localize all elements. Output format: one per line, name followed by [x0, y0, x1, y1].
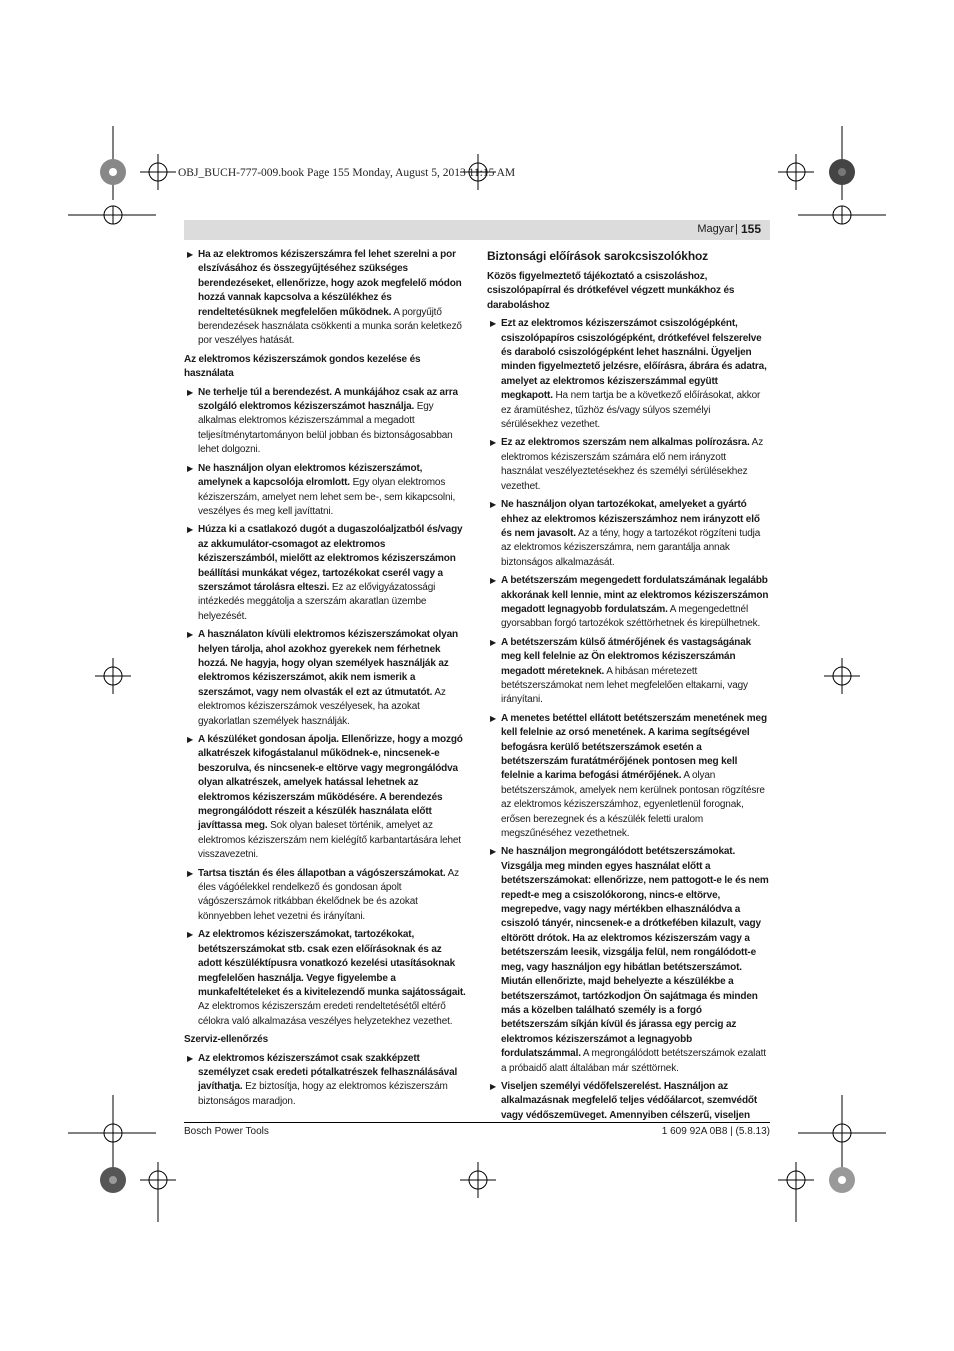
list-item: ▶ A készüléket gondosan ápolja. Ellenőrizze, hogy a mozgó alkatrészek kifogástalanul működnek-e, nincsenek-e beszorulva, és nincsenek-e eltörve vagy megrongálódva olyan alkatrészek, amelyek hatással lehetnek az elektromos kéziszerszám működésére. A berendezés megrongálódott részeit a készülék használata előtt javíttassa meg. Sok olyan baleset történik, amelyet az elektromos kéziszerszám nem kielégítő karbantartására lehet visszavezetni.	[187, 734, 463, 861]
list-item: ▶ Az elektromos kéziszerszámot csak szakképzett személyzet csak eredeti pótalkatrészek felhasználásával javíthatja. Ez biztosítja, hogy az elektromos kéziszerszám biztonságos maradjon.	[187, 1052, 458, 1107]
right-column	[487, 248, 770, 1127]
list-item: ▶ Az elektromos kéziszerszámokat, tartozékokat, betétszerszámokat stb. csak ezen előírásoknak és az adott készüléktípusra vonatkozó kezelési utasításoknak megfelelően használja. Vegye figyelembe a munkafeltételeket és a kivitelezendő munka sajátosságait. Az elektromos kéziszerszám eredeti rendeltetésétől eltérő célokra való alkalmazása veszélyes helyzetekhez vezethet.	[187, 929, 466, 1027]
arrow-bullet-icon: ▶	[187, 630, 194, 640]
header-language: Magyar	[697, 223, 734, 235]
arrow-bullet-icon: ▶	[490, 438, 497, 448]
footer-doc-code: 1 609 92A 0B8 | (5.8.13)	[661, 1126, 770, 1137]
list-item: ▶ Viseljen személyi védőfelszerelést. Használjon az alkalmazásnak megfelelő teljes védőálarcot, szemvédőt vagy védőszemüveget. Amennyiben célszerű, viseljen	[490, 1080, 758, 1121]
section-title: Biztonsági előírások sarokcsiszolókhoz	[487, 249, 709, 263]
list-item: ▶ A menetes betéttel ellátott betétszerszám menetének meg kell felelnie az orsó menetének. A karima segítségével befogásra kerülő betétszerszámok esetén a betétszerszám furatátmérőjének pontosen meg kell felelnie a karima befogási átmérőjének. A olyan betétszerszámok, amelyek nem kerülnek pontosan rögzítésre az elektromos kéziszerszámhoz, egyenletlenül forognak, erősen berezegnek és a készülék feletti uralom megszűnéséhez vezethetnek.	[490, 712, 767, 840]
footer-divider	[184, 1122, 770, 1123]
list-item: ▶ Ne használjon olyan elektromos kéziszerszámot, amelynek a kapcsolója elromlott. Egy olyan elektromos kéziszerszám, amelyet nem lehet sem be-, sem kikapcsolni, veszélyes és meg kell javíttatni.	[187, 462, 456, 517]
arrow-bullet-icon: ▶	[187, 463, 194, 473]
arrow-bullet-icon: ▶	[490, 847, 497, 857]
arrow-bullet-icon: ▶	[187, 930, 194, 940]
list-item: ▶ Ez az elektromos szerszám nem alkalmas polírozásra. Az elektromos kéziszerszám számára elő nem irányzott használat veszélyeztetésekhez és személyi sérülésekhez vezethet.	[490, 437, 764, 492]
list-item: ▶ Ezt az elektromos kéziszerszámot csiszológépként, csiszolópapíros csiszológépként, drótkefével felszerelve és daraboló csiszológépként lehet használni. Ügyeljen minden figyelmeztető jelzésre, előírásra, ábrára és adatra, amelyet az elektromos kéziszerszámmal együtt megkapott. Ha nem tartja be a következő előírásokat, akkor ez áramütéshez, tűzhöz és/vagy súlyos személyi sérülésekhez vezethet.	[490, 318, 767, 431]
list-item: ▶ Tartsa tisztán és éles állapotban a vágószerszámokat. Az éles vágóélekkel rendelkező és gondosan ápolt vágószerszámok ritkábban ékelődnek be és azokat könnyebben lehet vezetni és irányítani.	[187, 867, 459, 922]
arrow-bullet-icon: ▶	[490, 637, 497, 647]
arrow-bullet-icon: ▶	[187, 868, 194, 878]
list-item: ▶ A betétszerszám megengedett fordulatszámának legalább akkorának kell lennie, mint az elektromos kéziszerszámon megadott legnagyobb fordulatszám. A megengedettnél gyorsabban forgó tartozékok széttörhetnek és kirepülhetnek.	[490, 575, 769, 630]
list-item: ▶ Ne használjon olyan tartozékokat, amelyeket a gyártó ehhez az elektromos kéziszerszámhoz nem irányzott elő és nem javasolt. Az a tény, hogy a tartozékot rögzíteni tudja az elektromos kéziszerszámra, nem garantálja annak biztonságos alkalmazását.	[490, 499, 761, 568]
page-number: 155	[740, 222, 761, 236]
arrow-bullet-icon: ▶	[187, 735, 194, 744]
arrow-bullet-icon: ▶	[490, 576, 497, 586]
list-item: ▶ Húzza ki a csatlakozó dugót a dugaszolóaljzatból és/vagy az akkumulátor-csomagot az elektromos kéziszerszámból, mielőtt az elektromos kéziszerszámon beállítási munkákat végez, tartozékokat cserél vagy a szerszámot tárolásra elteszi. Ez az elővigyázatossági intézkedés meggátolja a szerszám akaratlan üzembe helyezését.	[187, 524, 463, 622]
arrow-bullet-icon: ▶	[187, 525, 194, 535]
arrow-bullet-icon: ▶	[490, 500, 497, 510]
arrow-bullet-icon: ▶	[490, 319, 497, 329]
list-item: ▶ Ha az elektromos kéziszerszámra fel lehet szerelni a por elszívásához és összegyűjtéséhez szükséges berendezéseket, ellenőrizze, hogy azok megfelelő módon hozzá vannak kapcsolva a készülékhez és rendeltetésüknek megfelelően működnek. A porgyűjtő berendezések használata csökkenti a munka során keletkező por veszélyes hatását.	[187, 249, 462, 347]
section-heading: Az elektromos kéziszerszámok gondos kezelése és használata	[184, 353, 421, 380]
section-intro: Közös figyelmeztető tájékoztató a csiszoláshoz, csiszolópapírral és drótkefével végzett munkákhoz és daraboláshoz	[487, 271, 735, 311]
page-header-bar	[184, 220, 770, 240]
arrow-bullet-icon: ▶	[187, 250, 194, 259]
header-separator: |	[735, 223, 738, 235]
footer-brand: Bosch Power Tools	[184, 1126, 269, 1137]
list-item: ▶ A betétszerszám külső átmérőjének és vastagságának meg kell felelnie az Ön elektromos kéziszerszámán megadott méreteknek. A hibásan méretezett betétszerszámokat nem lehet megfelelően eltakarni, vagy irányítani.	[490, 636, 752, 706]
section-heading: Szerviz-ellenőrzés	[184, 1034, 269, 1046]
arrow-bullet-icon: ▶	[490, 713, 497, 723]
left-column	[184, 248, 466, 1113]
arrow-bullet-icon: ▶	[187, 1053, 194, 1063]
arrow-bullet-icon: ▶	[187, 387, 194, 397]
list-item: ▶ Ne terhelje túl a berendezést. A munkájához csak az arra szolgáló elektromos kéziszerszámot használja. Egy alkalmas elektromos kéziszerszámmal a megadott teljesítménytartományon belül jobban és biztonságosabban lehet dolgozni.	[187, 386, 458, 456]
list-item: ▶ Ne használjon megrongálódott betétszerszámokat. Vizsgálja meg minden egyes használat előtt a betétszerszámokat: ellenőrizze, nem pattogott-e le és nem repedt-e meg a csiszolókorong, nincs-e eltörve, megrepedve, vagy nagy mértékben elhasználódva a csiszoló tányér, nincsenek-e a drótkefében kilazult, vagy eltörött drótok. Ha az elektromos kéziszerszám vagy a betétszerszám leesik, vizsgálja felül, nem rongálódott-e meg, vagy használjon egy hibátlan betétszerszámot. Miután ellenőrizte, majd behelyezte a készülékbe a betétszerszámot, tartózkodjon Ön sajátmaga és minden más a közelben található személy is a forgó betétszerszám síkján kívül és járassa egy percig az elektromos kéziszerszámot a legnagyobb fordulatszámmal. A megrongálódott betétszerszámok ezalatt a próbaidő alatt általában már széttörnek.	[490, 846, 769, 1074]
arrow-bullet-icon: ▶	[490, 1081, 497, 1091]
print-file-info: OBJ_BUCH-777-009.book Page 155 Monday, August 5, 2013 11:15 AM	[178, 167, 516, 179]
list-item: ▶ A használaton kívüli elektromos kéziszerszámokat olyan helyen tárolja, ahol azokhoz gyerekek nem férhetnek hozzá. Ne hagyja, hogy olyan személyek használják az elektromos kéziszerszámot, akik nem ismerik a szerszámot, vagy nem olvasták el ezt az útmutatót. Az elektromos kéziszerszámok veszélyesek, ha azokat gyakorlatlan személyek használják.	[187, 629, 458, 727]
